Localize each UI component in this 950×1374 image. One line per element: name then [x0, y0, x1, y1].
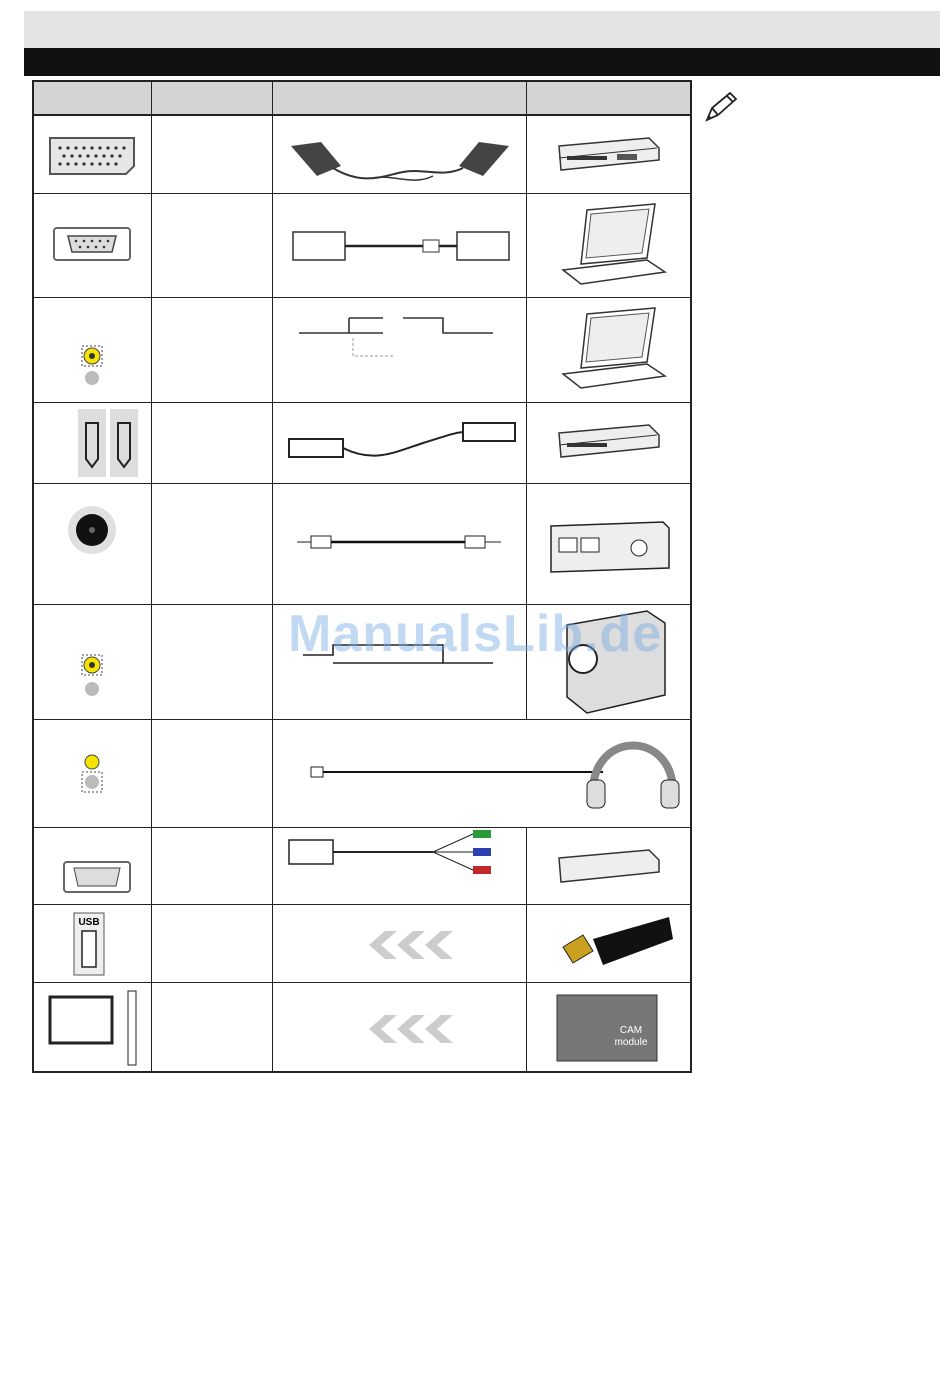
cam-label-line2: module [614, 1037, 648, 1048]
row-ypbpr [34, 828, 690, 905]
audio-amplifier-icon [527, 484, 690, 604]
scart-label-cell [152, 116, 273, 193]
headphone-cable-icon [273, 720, 690, 827]
header-band [24, 11, 940, 48]
av-jack-icon [34, 605, 152, 719]
row-hdmi [34, 403, 690, 484]
vga-port-icon [34, 194, 152, 297]
header-connector [34, 82, 152, 116]
scart-cable-icon [273, 116, 527, 193]
dvd-recorder-icon [527, 828, 690, 904]
pc-audio-jack-icon [34, 298, 152, 402]
row-ci [34, 983, 690, 1073]
cam-module-icon [527, 983, 690, 1073]
header-title-bar [24, 48, 940, 76]
headphone-label-cell [152, 720, 273, 827]
row-scart [34, 116, 690, 194]
row-vga [34, 194, 690, 298]
hdmi-ports-icon [34, 403, 152, 483]
row-usb [34, 905, 690, 983]
pc-audio-label-cell [152, 298, 273, 402]
spdif-label-cell [152, 484, 273, 604]
usb-label-cell [152, 905, 273, 982]
ci-label-cell [152, 983, 273, 1073]
laptop-icon [527, 194, 690, 297]
row-pc-audio [34, 298, 690, 403]
dvd-recorder-icon [527, 116, 690, 193]
vga-cable-icon [273, 194, 527, 297]
av-label-cell [152, 605, 273, 719]
ci-slot-icon [34, 983, 152, 1073]
pc-audio-cable-icon [273, 298, 527, 402]
usb-label: USB [78, 917, 100, 928]
insert-arrows-icon [273, 905, 527, 982]
headphone-jack-icon [34, 720, 152, 827]
row-spdif [34, 484, 690, 605]
ypbpr-cable-icon [273, 828, 527, 904]
dvd-recorder-icon [527, 403, 690, 483]
header-device [527, 82, 690, 116]
spdif-port-icon [34, 484, 152, 604]
pencil-note-icon [704, 90, 740, 124]
vga-label-cell [152, 194, 273, 297]
row-headphone [34, 720, 690, 828]
coaxial-cable-icon [273, 484, 527, 604]
insert-arrows-icon [273, 983, 527, 1073]
header-type [152, 82, 273, 116]
header-cables [273, 82, 527, 116]
ypbpr-label-cell [152, 828, 273, 904]
cam-label-line1: CAM [619, 1025, 643, 1036]
scart-port-icon [34, 116, 152, 193]
usb-port-icon [34, 905, 152, 982]
laptop-icon [527, 298, 690, 402]
watermark: ManualsLib.de [288, 605, 663, 663]
usb-stick-icon [527, 905, 690, 982]
ypbpr-vga-port-icon [34, 828, 152, 904]
connections-table [32, 80, 692, 1073]
hdmi-label-cell [152, 403, 273, 483]
hdmi-cable-icon [273, 403, 527, 483]
